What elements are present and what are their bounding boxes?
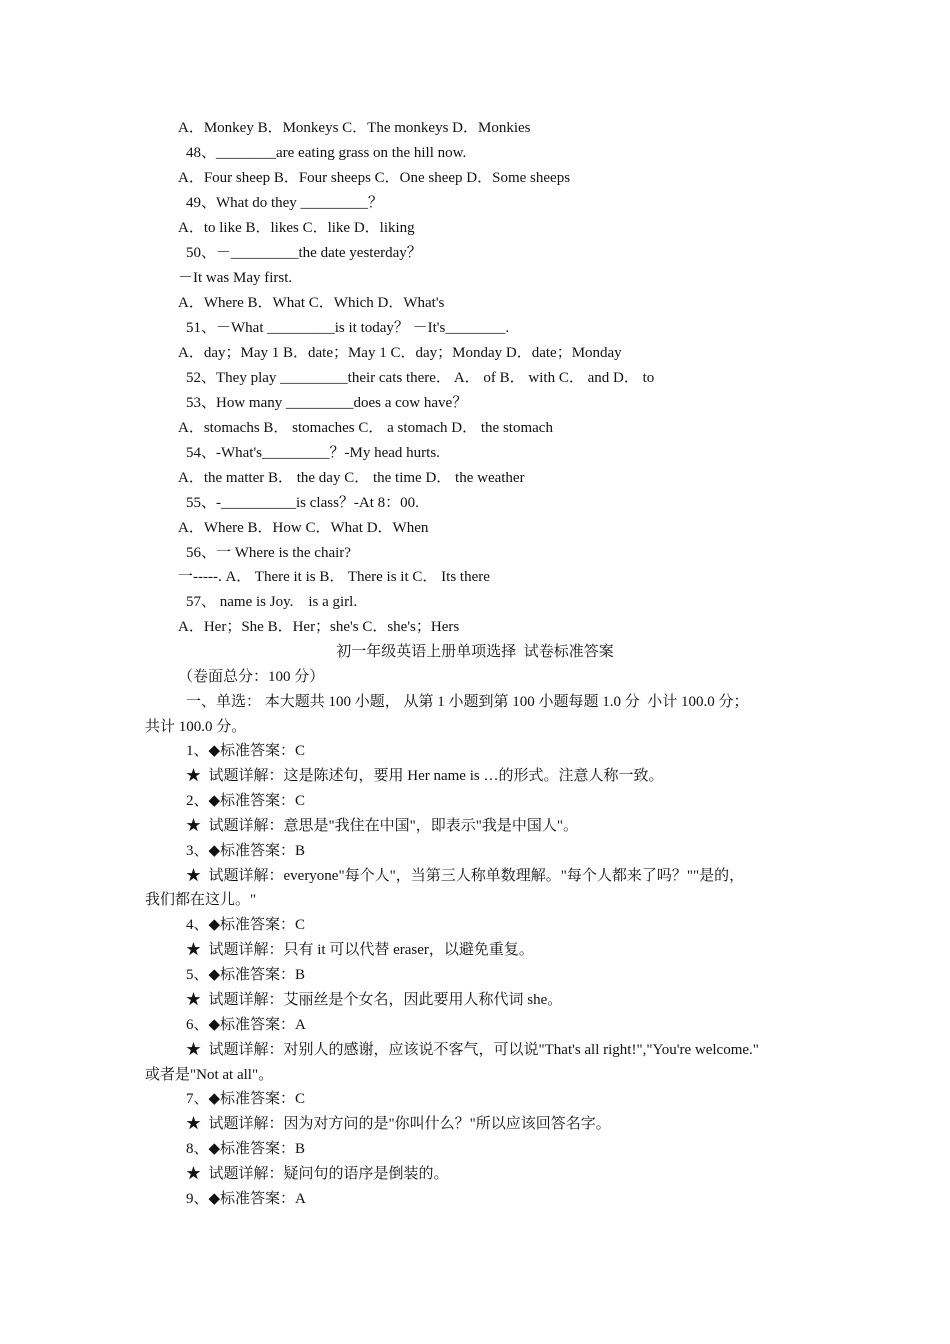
q47-options: A．Monkey B．Monkeys C．The monkeys D．Monkies (178, 120, 531, 136)
q55-question: 55、-__________is class？-At 8：00. (186, 495, 419, 511)
answer-4-detail: ★ 试题详解：只有 it 可以代替 eraser，以避免重复。 (186, 942, 534, 958)
q50-response: －It was May first. (178, 270, 293, 286)
answer-title: 初一年级英语上册单项选择 试卷标准答案 (336, 644, 614, 660)
section-header-cont: 共计 100.0 分。 (145, 719, 247, 735)
answer-2-label: 2、◆标准答案：C (186, 793, 306, 809)
q56-question: 56、一 Where is the chair? (186, 545, 351, 561)
q57-question: 57、 name is Joy. is a girl. (186, 594, 358, 610)
answer-3-label: 3、◆标准答案：B (186, 843, 306, 859)
q50-question: 50、－_________the date yesterday？ (186, 245, 422, 261)
q49-question: 49、What do they _________？ (186, 195, 384, 211)
answer-6-label: 6、◆标准答案：A (186, 1017, 306, 1033)
q48-options: A．Four sheep B．Four sheeps C．One sheep D．Some sheeps (178, 170, 571, 186)
q55-options: A．Where B．How C．What D．When (178, 520, 429, 536)
q50-options: A．Where B．What C．Which D．What's (178, 295, 445, 311)
q52-question: 52、They play _________their cats there． A． of B． with C． and D． to (186, 370, 655, 386)
answer-3-detail: ★ 试题详解：everyone"每个人"，当第三人称单数理解。"每个人都来了吗？""是的， (186, 868, 745, 884)
q53-question: 53、How many _________does a cow have？ (186, 395, 468, 411)
answer-4-label: 4、◆标准答案：C (186, 917, 306, 933)
q57-options: A．Her；She B．Her；she's C．she's；Hers (178, 619, 460, 635)
answer-6-detail-cont: 或者是"Not at all"。 (145, 1067, 274, 1083)
answer-7-detail: ★ 试题详解：因为对方问的是"你叫什么？"所以应该回答名字。 (186, 1116, 611, 1132)
q53-options: A．stomachs B． stomaches C． a stomach D． the stomach (178, 420, 553, 436)
answer-5-detail: ★ 试题详解：艾丽丝是个女名，因此要用人称代词 she。 (186, 992, 563, 1008)
q56-options: 一-----. A． There it is B． There is it C． Its there (178, 569, 490, 585)
answer-1-detail: ★ 试题详解：这是陈述句，要用 Her name is …的形式。注意人称一致。 (186, 768, 664, 784)
q48-question: 48、________are eating grass on the hill now. (186, 145, 467, 161)
answer-1-label: 1、◆标准答案：C (186, 743, 306, 759)
q51-question: 51、－What _________is it today？ －It's________. (186, 320, 510, 336)
answer-5-label: 5、◆标准答案：B (186, 967, 306, 983)
section-header: 一、单选： 本大题共 100 小题， 从第 1 小题到第 100 小题每题 1.0 分 小计 100.0 分； (186, 694, 749, 710)
q54-question: 54、-What's_________？-My head hurts. (186, 445, 440, 461)
answer-8-detail: ★ 试题详解：疑问句的语序是倒装的。 (186, 1166, 449, 1182)
answer-9-label: 9、◆标准答案：A (186, 1191, 306, 1207)
answer-2-detail: ★ 试题详解：意思是"我住在中国"，即表示"我是中国人"。 (186, 818, 578, 834)
q54-options: A．the matter B． the day C． the time D． the weather (178, 470, 525, 486)
answer-8-label: 8、◆标准答案：B (186, 1141, 306, 1157)
answer-7-label: 7、◆标准答案：C (186, 1091, 306, 1107)
answer-3-detail-cont: 我们都在这儿。" (145, 892, 257, 908)
q51-options: A．day；May 1 B．date；May 1 C．day；Monday D．date；Monday (178, 345, 622, 361)
q49-options: A．to like B．likes C．like D．liking (178, 220, 415, 236)
answer-6-detail: ★ 试题详解：对别人的感谢，应该说不客气，可以说"That's all right!","You're welcome." (186, 1042, 759, 1058)
total-score: （卷面总分：100 分） (178, 669, 325, 685)
